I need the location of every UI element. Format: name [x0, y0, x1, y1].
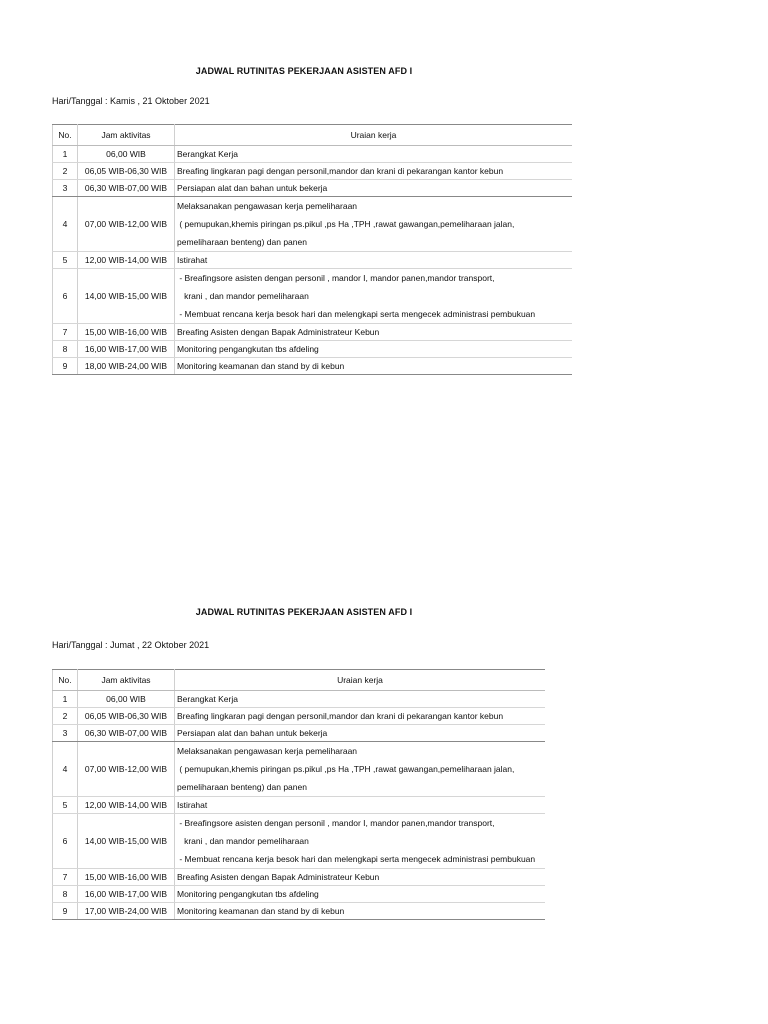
table-row: [53, 180, 573, 197]
row-time: 17,00 WIB-24,00 WIB: [78, 903, 175, 920]
row-time: 12,00 WIB-14,00 WIB: [78, 252, 175, 269]
schedule-table: [52, 124, 572, 375]
row-description: [175, 869, 546, 886]
row-time: 06,00 WIB: [78, 691, 175, 708]
description-line: - Breafingsore asisten dengan personil , mandor I, mandor panen,mandor transport,: [177, 818, 495, 828]
row-description: [175, 180, 573, 197]
header-desc: Uraian kerja: [175, 125, 573, 146]
row-number: 7: [53, 869, 78, 886]
table-row: [53, 886, 546, 903]
description-line: Monitoring pengangkutan tbs afdeling: [177, 888, 319, 899]
row-description: [175, 269, 573, 324]
table-row: [53, 797, 546, 814]
row-description: [175, 358, 573, 375]
row-number: 4: [53, 742, 78, 797]
schedule-table: [52, 669, 545, 920]
row-description: [175, 797, 546, 814]
row-number: 9: [53, 358, 78, 375]
row-number: 3: [53, 180, 78, 197]
row-description: [175, 163, 573, 180]
row-number: 5: [53, 252, 78, 269]
row-time: 07,00 WIB-12,00 WIB: [78, 197, 175, 252]
date-line: Hari/Tanggal : Jumat , 22 Oktober 2021: [52, 640, 210, 650]
row-description: [175, 341, 573, 358]
table-row: [53, 903, 546, 920]
table-row: [53, 252, 573, 269]
row-time: 16,00 WIB-17,00 WIB: [78, 341, 175, 358]
table-row: [53, 725, 546, 742]
description-line: - Membuat rencana kerja besok hari dan melengkapi serta mengecek administrasi pembukuan: [177, 854, 536, 864]
schedule-title: JADWAL RUTINITAS PEKERJAAN ASISTEN AFD I: [195, 607, 413, 617]
description-line: Persiapan alat dan bahan untuk bekerja: [177, 182, 328, 193]
row-time: 15,00 WIB-16,00 WIB: [78, 324, 175, 341]
description-line: Persiapan alat dan bahan untuk bekerja: [177, 727, 328, 738]
row-description: [175, 324, 573, 341]
table-row: [53, 814, 546, 869]
header-desc: Uraian kerja: [175, 670, 546, 691]
row-number: 2: [53, 163, 78, 180]
description-line: Monitoring keamanan dan stand by di kebun: [177, 905, 345, 916]
description-line: Breafing lingkaran pagi dengan personil,mandor dan krani di pekarangan kantor kebun: [177, 710, 504, 721]
row-number: 2: [53, 708, 78, 725]
description-line: Melaksanakan pengawasan kerja pemeliharaan: [177, 746, 358, 756]
row-time: 12,00 WIB-14,00 WIB: [78, 797, 175, 814]
description-line: Melaksanakan pengawasan kerja pemeliharaan: [177, 201, 358, 211]
table-row: [53, 324, 573, 341]
description-line: Monitoring pengangkutan tbs afdeling: [177, 343, 319, 354]
description-line: - Membuat rencana kerja besok hari dan melengkapi serta mengecek administrasi pembukuan: [177, 309, 536, 319]
row-time: 06,30 WIB-07,00 WIB: [78, 725, 175, 742]
row-number: 1: [53, 146, 78, 163]
row-description: [175, 691, 546, 708]
row-time: 14,00 WIB-15,00 WIB: [78, 269, 175, 324]
row-number: 4: [53, 197, 78, 252]
table-row: [53, 358, 573, 375]
table-row: [53, 691, 546, 708]
description-line: Istirahat: [177, 254, 208, 265]
schedule-title: JADWAL RUTINITAS PEKERJAAN ASISTEN AFD I: [195, 66, 413, 76]
row-time: 06,30 WIB-07,00 WIB: [78, 180, 175, 197]
row-number: 8: [53, 886, 78, 903]
table-row: [53, 869, 546, 886]
description-line: Istirahat: [177, 799, 208, 810]
description-line: krani , dan mandor pemeliharaan: [177, 291, 309, 301]
description-line: Breafing lingkaran pagi dengan personil,mandor dan krani di pekarangan kantor kebun: [177, 165, 504, 176]
description-line: Berangkat Kerja: [177, 693, 238, 704]
row-time: 06,05 WIB-06,30 WIB: [78, 163, 175, 180]
row-description: [175, 742, 546, 797]
description-line: Breafing Asisten dengan Bapak Administrateur Kebun: [177, 326, 380, 337]
table-header-row: [53, 670, 546, 691]
table-header-row: [53, 125, 573, 146]
table-row: [53, 269, 573, 324]
row-description: [175, 146, 573, 163]
description-line: pemeliharaan benteng) dan panen: [177, 237, 307, 247]
table-row: [53, 708, 546, 725]
row-description: [175, 708, 546, 725]
row-time: 06,05 WIB-06,30 WIB: [78, 708, 175, 725]
row-description: [175, 814, 546, 869]
header-no: No.: [53, 670, 78, 691]
description-line: - Breafingsore asisten dengan personil , mandor I, mandor panen,mandor transport,: [177, 273, 495, 283]
row-number: 6: [53, 269, 78, 324]
row-time: 16,00 WIB-17,00 WIB: [78, 886, 175, 903]
header-time: Jam aktivitas: [78, 125, 175, 146]
row-number: 6: [53, 814, 78, 869]
row-description: [175, 903, 546, 920]
row-number: 7: [53, 324, 78, 341]
row-time: 15,00 WIB-16,00 WIB: [78, 869, 175, 886]
row-time: 06,00 WIB: [78, 146, 175, 163]
description-line: ( pemupukan,khemis piringan ps.pikul ,ps Ha ,TPH ,rawat gawangan,pemeliharaan jalan,: [177, 219, 515, 229]
row-time: 07,00 WIB-12,00 WIB: [78, 742, 175, 797]
row-number: 9: [53, 903, 78, 920]
table-row: [53, 197, 573, 252]
row-time: 18,00 WIB-24,00 WIB: [78, 358, 175, 375]
table-row: [53, 742, 546, 797]
row-number: 1: [53, 691, 78, 708]
header-time: Jam aktivitas: [78, 670, 175, 691]
description-line: krani , dan mandor pemeliharaan: [177, 836, 309, 846]
row-description: [175, 197, 573, 252]
row-description: [175, 725, 546, 742]
table-row: [53, 146, 573, 163]
description-line: pemeliharaan benteng) dan panen: [177, 782, 307, 792]
table-row: [53, 163, 573, 180]
description-line: Monitoring keamanan dan stand by di kebun: [177, 360, 345, 371]
row-number: 5: [53, 797, 78, 814]
row-number: 3: [53, 725, 78, 742]
description-line: ( pemupukan,khemis piringan ps.pikul ,ps Ha ,TPH ,rawat gawangan,pemeliharaan jalan,: [177, 764, 515, 774]
row-description: [175, 886, 546, 903]
date-line: Hari/Tanggal : Kamis , 21 Oktober 2021: [52, 96, 210, 106]
row-description: [175, 252, 573, 269]
header-no: No.: [53, 125, 78, 146]
description-line: Breafing Asisten dengan Bapak Administrateur Kebun: [177, 871, 380, 882]
row-number: 8: [53, 341, 78, 358]
table-row: [53, 341, 573, 358]
description-line: Berangkat Kerja: [177, 148, 238, 159]
row-time: 14,00 WIB-15,00 WIB: [78, 814, 175, 869]
